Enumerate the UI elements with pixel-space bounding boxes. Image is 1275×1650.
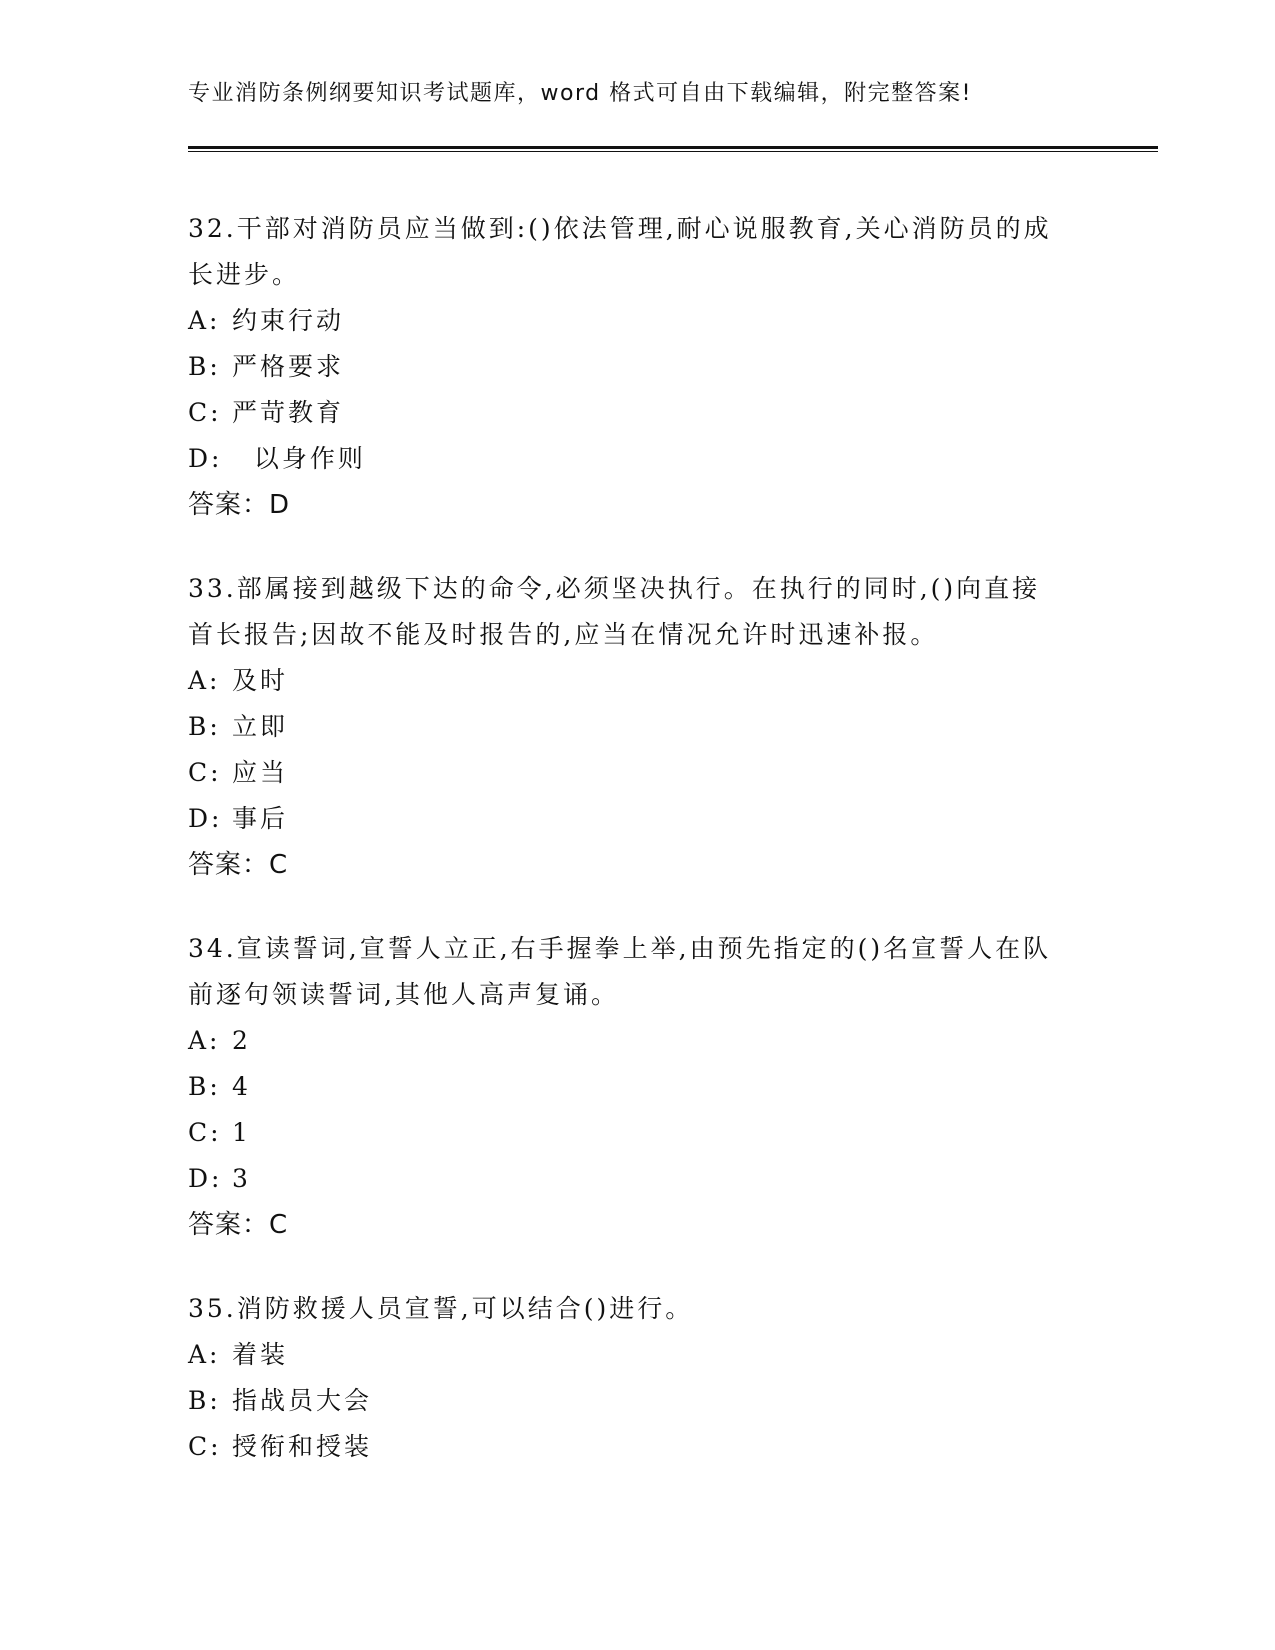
option-text: 指战员大会 [232,1386,373,1415]
question-stem: 33.部属接到越级下达的命令,必须坚决执行。在执行的同时,()向直接首长报告;因故不能及时报告的,应当在情况允许时迅速补报。 [188,574,1041,649]
option-text: 以身作则 [232,444,366,473]
option-b [188,704,1088,750]
question-list [188,206,1088,1508]
option-text: 1 [232,1118,251,1147]
option-letter: C: [188,1118,222,1147]
option-text: 授衔和授装 [232,1432,373,1461]
option-text: 应当 [232,758,289,787]
option-letter: B: [188,352,221,381]
option-c [188,1110,1088,1156]
option-text: 立即 [232,712,289,741]
option-b [188,1378,1088,1424]
option-letter: B: [188,1386,221,1415]
option-a [188,1018,1088,1064]
question-stem: 34.宣读誓词,宣誓人立正,右手握拳上举,由预先指定的()名宣誓人在队前逐句领读誓词,其他人高声复诵。 [188,934,1052,1009]
option-a [188,1332,1088,1378]
option-text: 着装 [232,1340,289,1369]
question-34 [188,926,1088,1248]
option-letter: A: [188,306,221,335]
option-letter: B: [188,712,221,741]
option-letter: D: [188,804,223,833]
option-d [188,796,1088,842]
option-text: 事后 [232,804,289,833]
option-letter: A: [188,1026,221,1055]
option-letter: C: [188,758,222,787]
option-a [188,298,1088,344]
option-d [188,1156,1088,1202]
option-b [188,1064,1088,1110]
answer-line: 答案：C [188,850,289,880]
option-text: 约束行动 [232,306,345,335]
option-letter: A: [188,666,221,695]
option-d [188,436,1088,482]
option-b [188,344,1088,390]
header-divider [188,146,1158,152]
option-letter: A: [188,1340,221,1369]
answer-line: 答案：D [188,490,291,520]
question-35 [188,1286,1088,1470]
option-letter: B: [188,1072,221,1101]
option-text: 3 [232,1164,251,1193]
option-c [188,750,1088,796]
option-text: 严格要求 [232,352,345,381]
option-text: 及时 [232,666,289,695]
option-c [188,390,1088,436]
option-letter: C: [188,398,222,427]
option-text: 4 [232,1072,251,1101]
question-33 [188,566,1088,888]
option-text: 2 [232,1026,251,1055]
option-text: 严苛教育 [232,398,345,427]
page-header-text: 专业消防条例纲要知识考试题库，word 格式可自由下载编辑，附完整答案! [188,81,972,106]
question-32 [188,206,1088,528]
option-c [188,1424,1088,1470]
option-letter: D: [188,1164,223,1193]
option-letter: C: [188,1432,222,1461]
option-a [188,658,1088,704]
option-letter: D: [188,444,223,473]
question-stem: 32.干部对消防员应当做到:()依法管理,耐心说服教育,关心消防员的成长进步。 [188,214,1052,289]
answer-line: 答案：C [188,1210,289,1240]
question-stem: 35.消防救援人员宣誓,可以结合()进行。 [188,1294,694,1323]
